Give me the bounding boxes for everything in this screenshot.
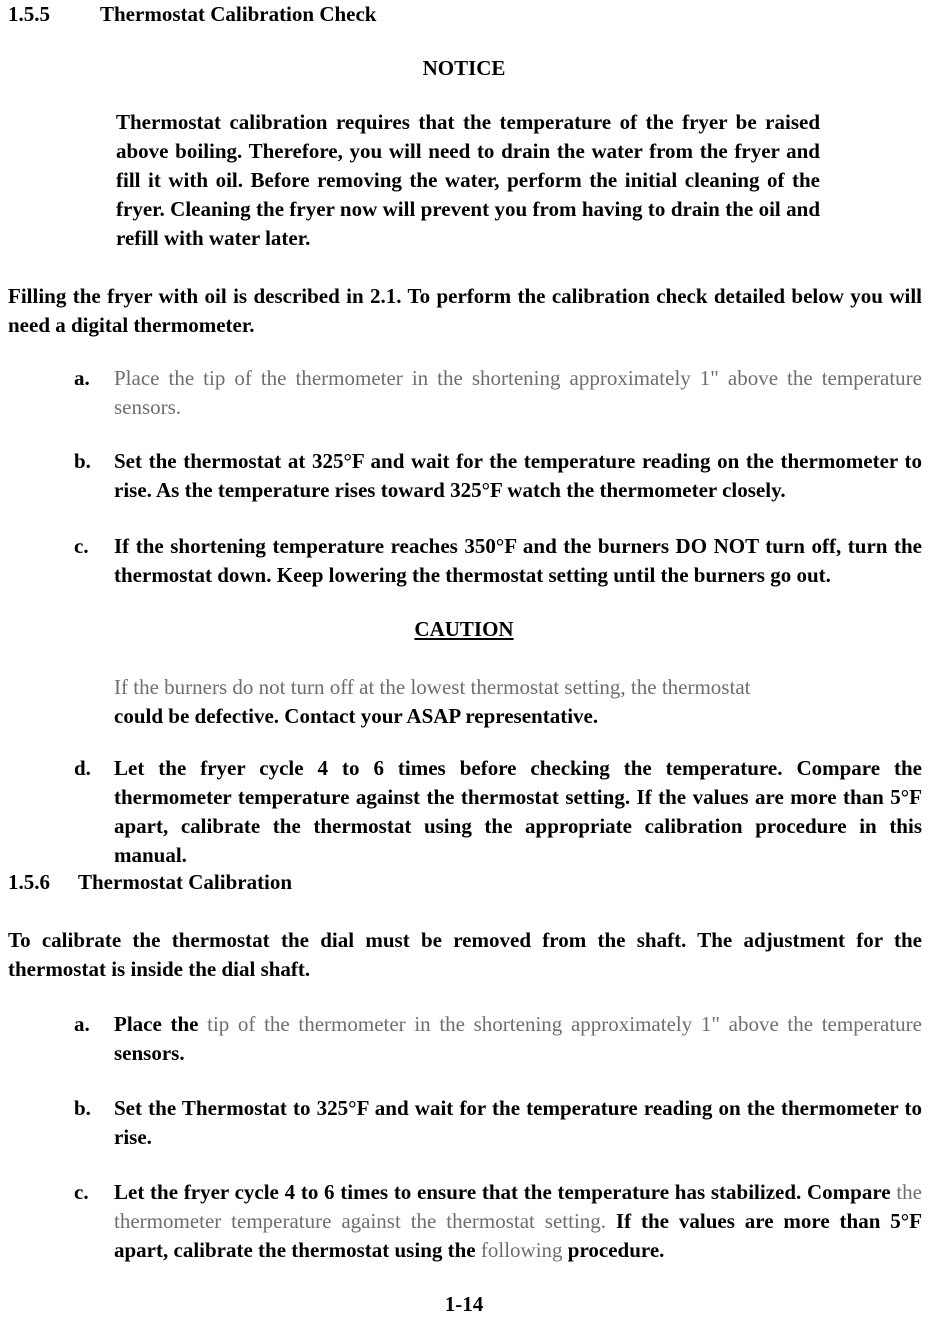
step-text: Place the tip of the thermometer in the shortening approximately 1" above the temperature sensors. (114, 366, 922, 419)
step-label: b. (74, 449, 91, 473)
section-title: Thermostat Calibration (78, 870, 293, 894)
step-label: a. (74, 366, 90, 390)
step-b-1-5-6 (74, 1094, 922, 1152)
step-text-end: sensors. (114, 1041, 185, 1065)
section-number: 1.5.5 (8, 2, 50, 26)
step-a-1-5-6 (74, 1010, 922, 1068)
step-text-faint: the thermometer temperature against the thermostat setting. (114, 1180, 922, 1233)
intro-paragraph-1-5-6: To calibrate the thermostat the dial must be removed from the shaft. The adjustment for the thermostat is inside the dial shaft. (8, 928, 922, 981)
step-text (114, 1010, 922, 1068)
caution-text-faint: If the burners do not turn off at the lowest thermostat setting, the thermostat (114, 675, 751, 699)
step-text-lead: Place the (114, 1012, 199, 1036)
step-label: b. (74, 1096, 91, 1120)
step-text-faint-2: following (480, 1238, 563, 1262)
step-text-lead: Let the fryer cycle 4 to 6 times to ensure that the temperature has stabilized. Compare (114, 1180, 891, 1204)
section-title: Thermostat Calibration Check (100, 2, 377, 26)
intro-paragraph-1-5-5: Filling the fryer with oil is described in 2.1. To perform the calibration check detailed below you will need a digital thermometer. (8, 284, 922, 337)
notice-title: NOTICE (422, 56, 506, 80)
step-text: If the shortening temperature reaches 350°F and the burners DO NOT turn off, turn the thermostat down. Keep lowering the thermostat setting until the burners go out. (114, 534, 922, 587)
step-c-1-5-6 (74, 1178, 922, 1265)
step-b-1-5-5 (74, 447, 922, 505)
step-label: c. (74, 1180, 89, 1204)
step-a-1-5-5 (74, 364, 922, 422)
step-text-faint: tip of the thermometer in the shortening approximately 1" above the temperature (207, 1012, 922, 1036)
step-text-mid: If the values are more than 5°F apart, calibrate the thermostat using the (114, 1209, 923, 1262)
caution-text (114, 673, 854, 731)
section-heading-1-5-5 (8, 0, 377, 29)
step-d-1-5-5 (74, 754, 922, 870)
step-c-1-5-5 (74, 532, 922, 590)
step-label: c. (74, 534, 89, 558)
step-text: Set the Thermostat to 325°F and wait for the temperature reading on the thermometer to rise. (114, 1096, 922, 1149)
step-text-end: procedure. (567, 1238, 665, 1262)
step-text: Let the fryer cycle 4 to 6 times before checking the temperature. Compare the thermometer temperature against the thermostat setting. If the values are more than 5°F apart, calibrate the thermostat using the appropriate calibration procedure in this manual. (114, 756, 922, 867)
section-number: 1.5.6 (8, 870, 50, 894)
step-label: d. (74, 756, 91, 780)
step-text (114, 1178, 922, 1265)
caution-text-bold: could be defective. Contact your ASAP representative. (114, 704, 599, 728)
page-number: 1-14 (444, 1292, 484, 1316)
notice-text: Thermostat calibration requires that the temperature of the fryer be raised above boiling. Therefore, you will need to drain the water from the fryer and fill it with oil. Before removing the water, perform the initial cleaning of the fryer. Cleaning the fryer now will prevent you from having to drain the oil and refill with water later. (116, 110, 820, 250)
caution-title: CAUTION (414, 617, 514, 641)
step-label: a. (74, 1012, 90, 1036)
step-text: Set the thermostat at 325°F and wait for the temperature reading on the thermometer to rise. As the temperature rises toward 325°F watch the thermometer closely. (114, 449, 922, 502)
section-heading-1-5-6 (8, 868, 292, 897)
